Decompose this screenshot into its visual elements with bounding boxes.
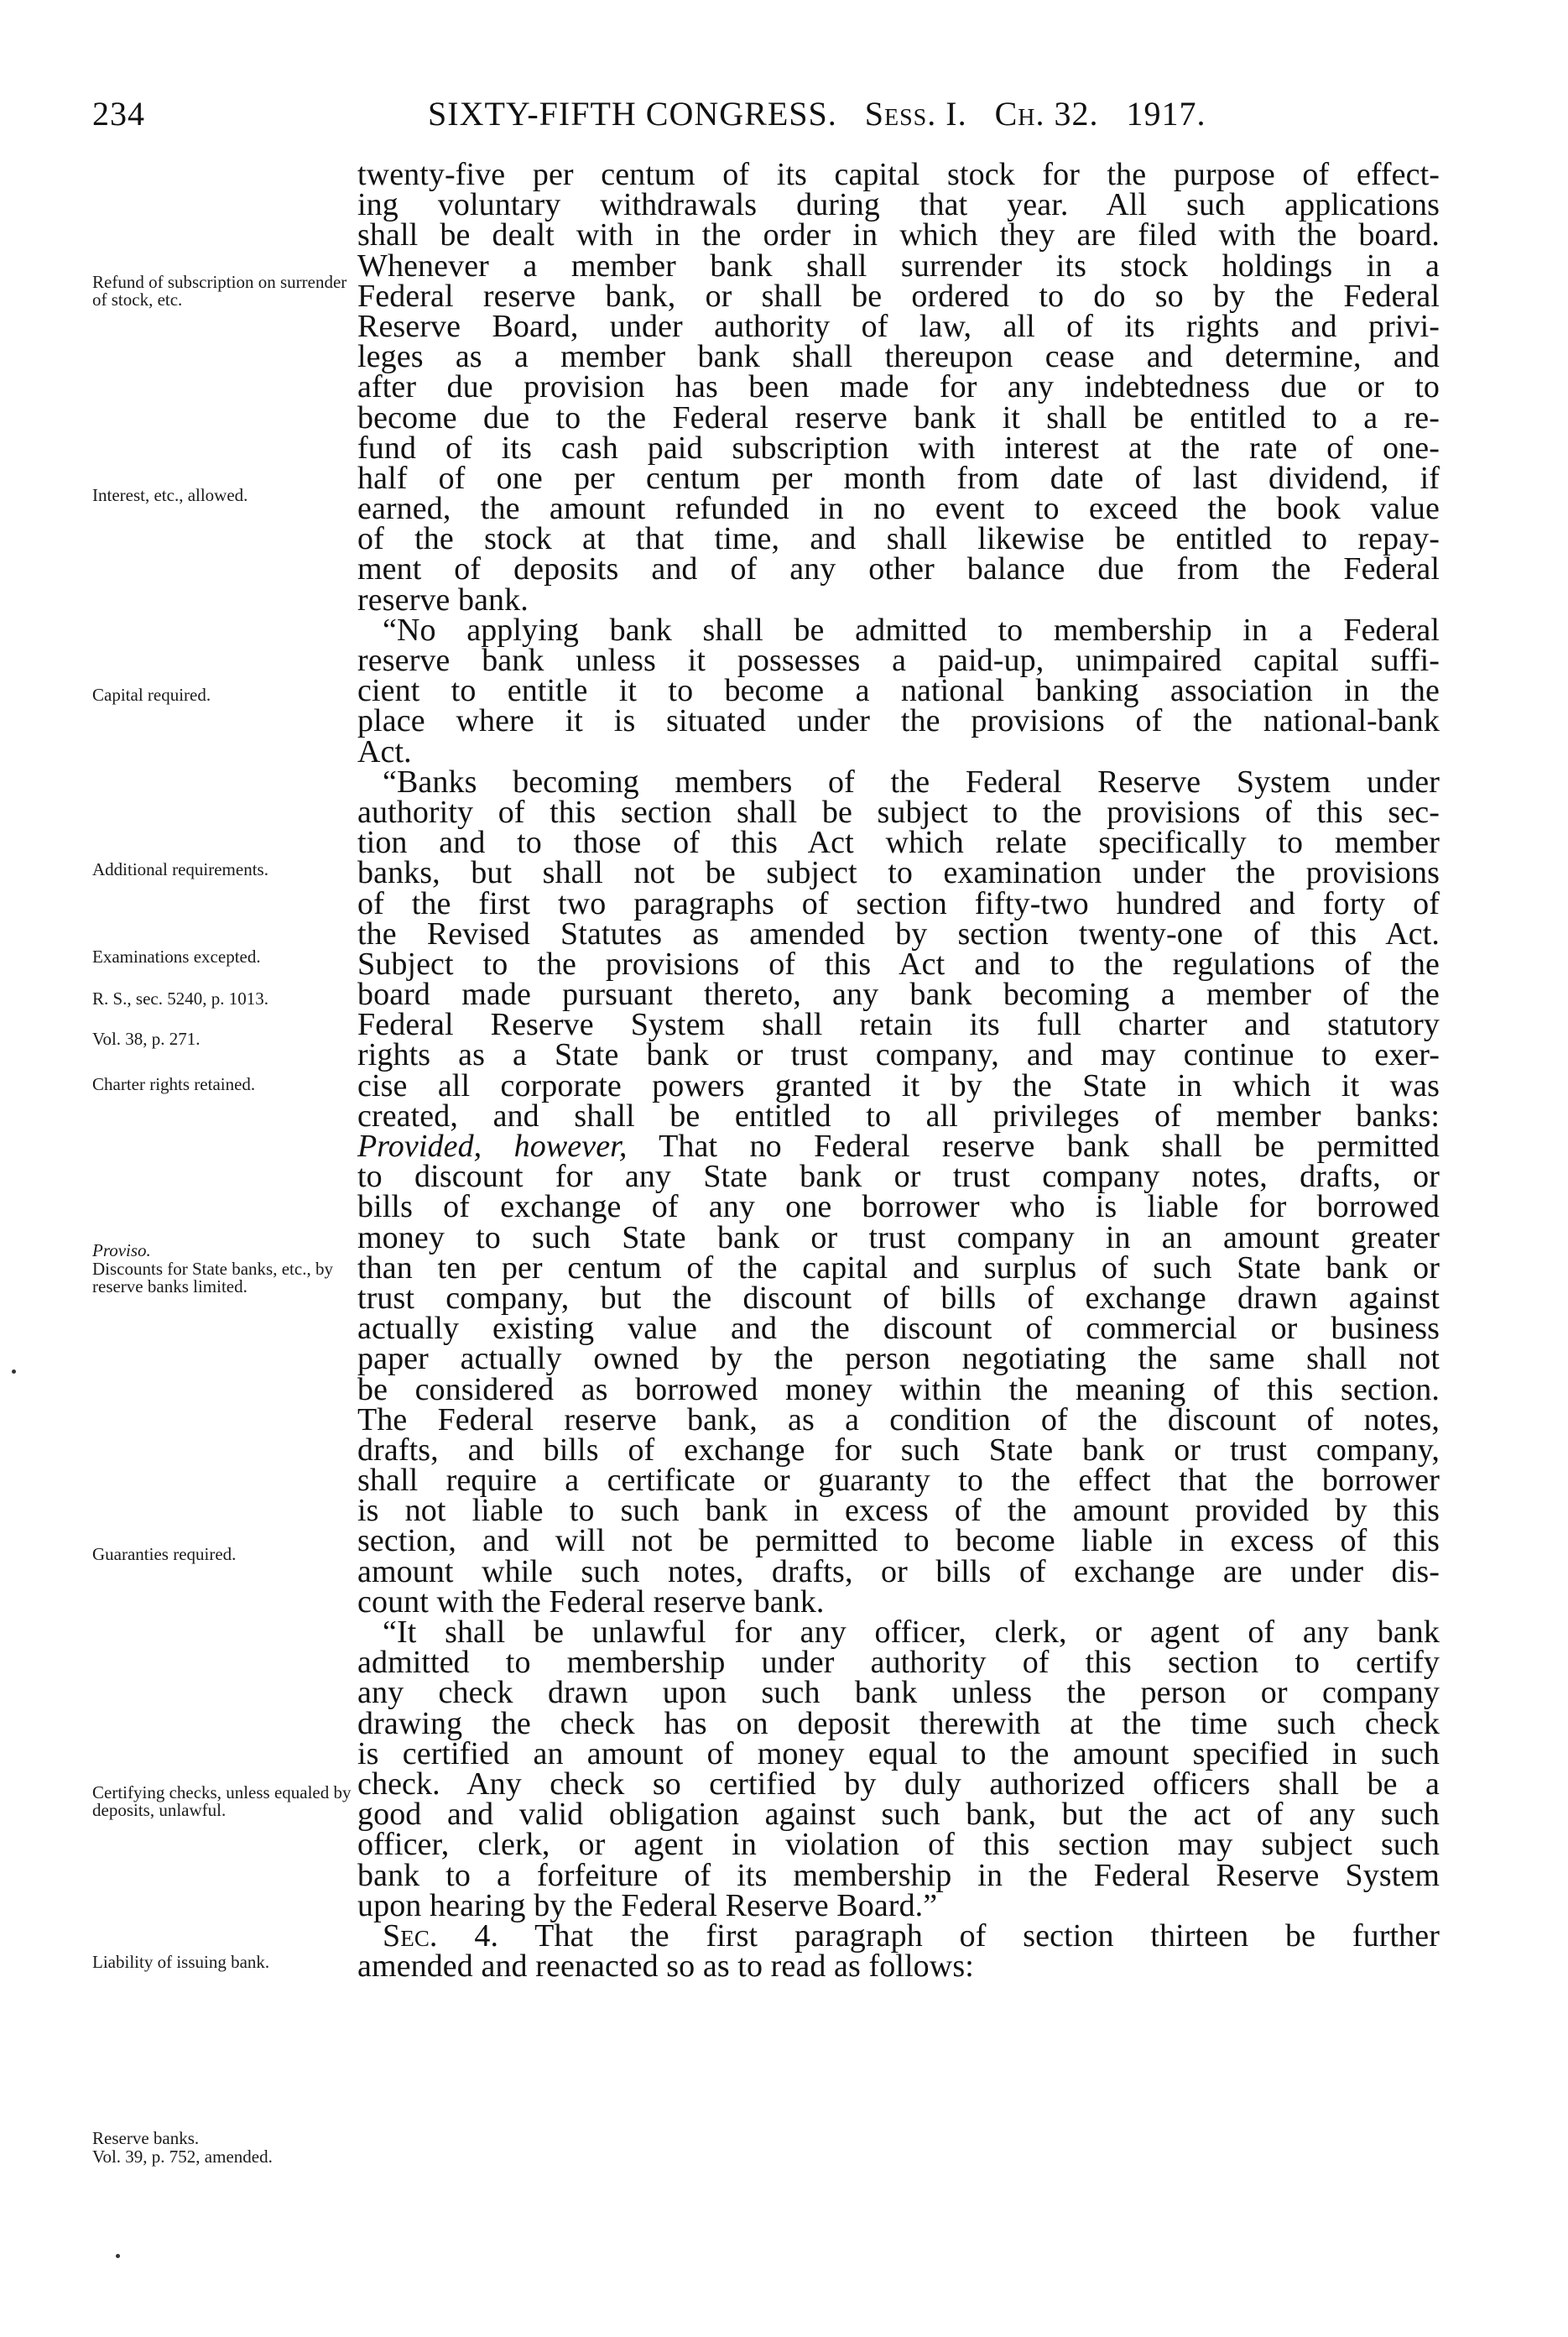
text-line: after due provision has been made for any indebtedness due or to [357,369,1440,405]
text-line: of the first two paragraphs of section fifty-two hundred and forty of [357,885,1440,921]
text-line: twenty-five per centum of its capital stock for the purpose of effect- [357,157,1440,192]
text-line: “No applying bank shall be admitted to membership in a Federal [383,612,1440,648]
text-line: “It shall be unlawful for any officer, clerk, or agent of any bank [383,1615,1440,1650]
text-line: Federal reserve bank, or shall be ordered to do so by the Federal [357,278,1440,314]
text-line: upon hearing by the Federal Reserve Board.” [357,1887,938,1923]
margin-note-rs-citation: R. S., sec. 5240, p. 1013. [92,989,268,1009]
margin-note-examinations: Examinations excepted. [92,947,261,967]
scan-speck [12,1369,16,1374]
margin-note-vol-38: Vol. 38, p. 271. [92,1029,201,1049]
text-line: tion and to those of this Act which relate specifically to member [357,825,1440,861]
margin-note-reserve-banks: Reserve banks. [92,2128,200,2148]
margin-note-discounts: Discounts for State banks, etc., by reserve banks limited. [92,1259,333,1296]
text-line: section, and will not be permitted to become liable in excess of this [357,1523,1440,1559]
margin-note-refund: Refund of subscription on surrender of stock, etc. [92,272,347,310]
text-line-section-4 [357,1917,1440,1954]
text-line: Act. [357,733,412,769]
margin-note-liability: Liability of issuing bank. [92,1952,270,1972]
proviso-text: That no Federal reserve bank shall be permitted [659,1129,1440,1164]
text-line: “Banks becoming members of the Federal Reserve System under [383,764,1440,800]
statute-body [357,157,1440,1985]
text-line: fund of its cash paid subscription with interest at the rate of one- [357,430,1440,466]
text-line: bills of exchange of any one borrower who is liable for borrowed [357,1189,1440,1225]
text-line: to discount for any State bank or trust company notes, drafts, or [357,1159,1440,1195]
text-line: ing voluntary withdrawals during that year. All such applications [357,187,1440,223]
text-line: shall be dealt with in the order in which they are filed with the board. [357,217,1440,253]
text-line: leges as a member bank shall thereupon cease and determine, and [357,339,1440,375]
text-line: count with the Federal reserve bank. [357,1583,825,1620]
text-line: board made pursuant thereto, any bank becoming a member of the [357,977,1440,1013]
text-line: officer, clerk, or agent in violation of this section may subject such [357,1827,1440,1863]
text-line: amount while such notes, drafts, or bills of exchange are under dis- [357,1553,1440,1589]
section-4-text: 4. That the first paragraph of section thirteen be further [474,1917,1440,1954]
text-line: Whenever a member bank shall surrender its stock holdings in a [357,248,1440,284]
text-line: good and valid obligation against such bank, but the act of any such [357,1797,1440,1833]
text-line: place where it is situated under the provisions of the national-bank [357,703,1440,739]
text-line: actually existing value and the discount of commercial or business [357,1311,1440,1347]
running-head [428,94,1224,133]
page-number: 234 [92,95,145,133]
text-line-proviso [357,1129,1440,1164]
text-line: bank to a forfeiture of its membership in the Federal Reserve System [357,1857,1440,1893]
text-line: the Revised Statutes as amended by section twenty-one of this Act. [357,915,1440,952]
text-line: rights as a State bank or trust company, and may continue to exer- [357,1037,1440,1073]
margin-note-vol-39: Vol. 39, p. 752, amended. [92,2147,273,2167]
margin-note-capital: Capital required. [92,685,211,705]
text-line: of the stock at that time, and shall likewise be entitled to repay- [357,521,1440,557]
proviso-phrase: Provided, however, [357,1129,628,1164]
page-header [92,94,1435,144]
congress-title: SIXTY-FIFTH CONGRESS. [428,95,837,133]
text-line: be considered as borrowed money within the meaning of this section. [357,1371,1440,1407]
text-line: reserve bank unless it possesses a paid-up, unimpaired capital suffi- [357,643,1440,678]
chapter-label: Ch. 32. [994,95,1099,133]
text-line: half of one per centum per month from date of last dividend, if [357,460,1440,496]
text-line: amended and reenacted so as to read as follows: [357,1948,974,1985]
margin-note-charter: Charter rights retained. [92,1074,256,1094]
text-line: cient to entitle it to become a national banking association in the [357,673,1440,709]
text-line: drafts, and bills of exchange for such State bank or trust company, [357,1432,1440,1468]
text-line: become due to the Federal reserve bank it shall be entitled to a re- [357,399,1440,436]
text-line: than ten per centum of the capital and surplus of such State bank or [357,1249,1440,1286]
text-line: trust company, but the discount of bills of exchange drawn against [357,1280,1440,1316]
text-line: Federal Reserve System shall retain its full charter and statutory [357,1007,1440,1043]
margin-note-certifying: Certifying checks, unless equaled by deposits, unlawful. [92,1782,352,1820]
text-line: authority of this section shall be subject to the provisions of this sec- [357,794,1440,830]
margin-note-proviso: Proviso. [92,1240,151,1260]
text-line: banks, but shall not be subject to examination under the provisions [357,855,1440,891]
text-line: is not liable to such bank in excess of the amount provided by this [357,1493,1440,1529]
text-line: The Federal reserve bank, as a condition of the discount of notes, [357,1401,1440,1437]
text-line: created, and shall be entitled to all privileges of member banks: [357,1098,1440,1134]
scan-speck [116,2254,120,2258]
margin-note-additional: Additional requirements. [92,859,268,879]
session-label: Sess. I. [864,95,967,133]
text-line: check. Any check so certified by duly authorized officers shall be a [357,1766,1440,1802]
text-line: is certified an amount of money equal to the amount specified in such [357,1735,1440,1771]
section-label: Sec. [383,1917,438,1954]
margin-note-guaranties: Guaranties required. [92,1544,237,1564]
text-line: reserve bank. [357,582,529,618]
text-line: admitted to membership under authority of this section to certify [357,1645,1440,1681]
text-line: shall require a certificate or guaranty to the effect that the borrower [357,1463,1440,1499]
text-line: Reserve Board, under authority of law, all of its rights and privi- [357,308,1440,344]
text-line: Subject to the provisions of this Act and to the regulations of the [357,946,1440,982]
text-line: money to such State bank or trust company in an amount greater [357,1219,1440,1255]
text-line: paper actually owned by the person negotiating the same shall not [357,1341,1440,1377]
year-label: 1917. [1126,95,1206,133]
text-line: drawing the check has on deposit therewith at the time such check [357,1705,1440,1741]
text-line: ment of deposits and of any other balance due from the Federal [357,551,1440,587]
margin-note-interest: Interest, etc., allowed. [92,485,248,505]
text-line: earned, the amount refunded in no event to exceed the book value [357,491,1440,527]
text-line: cise all corporate powers granted it by the State in which it was [357,1067,1440,1103]
text-line: any check drawn upon such bank unless the person or company [357,1675,1440,1711]
